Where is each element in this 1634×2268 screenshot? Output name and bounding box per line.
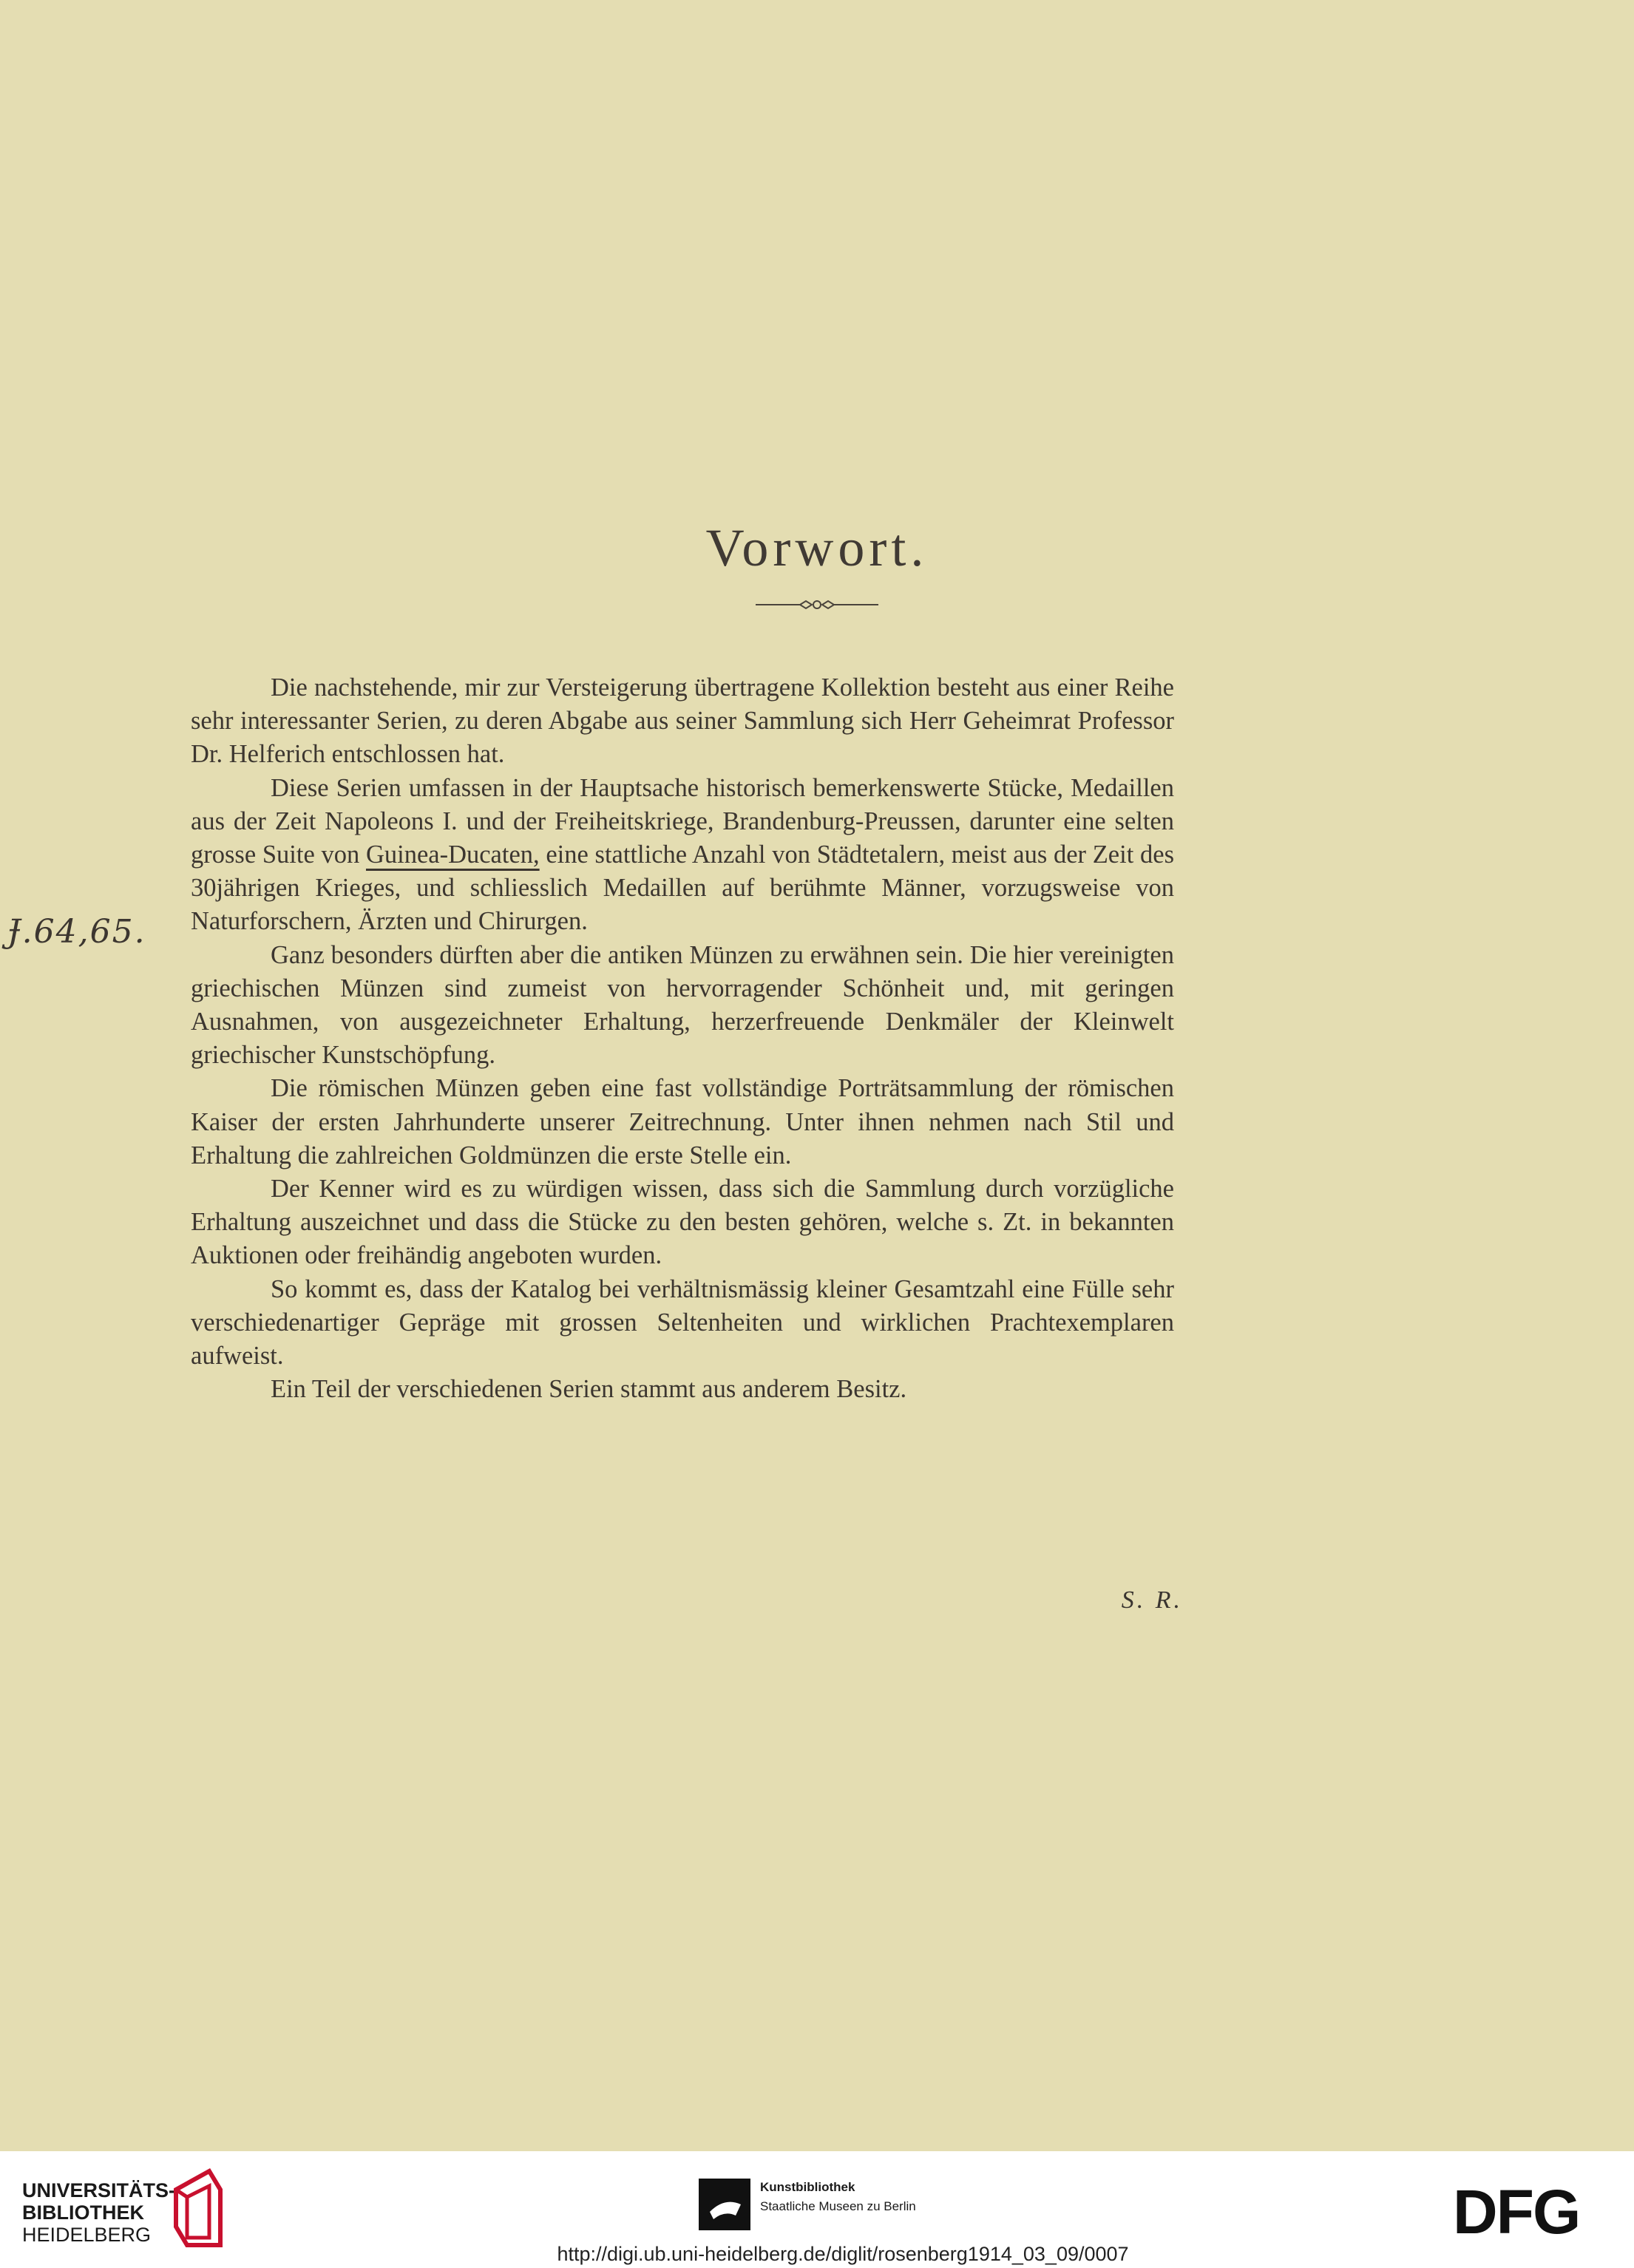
title-ornament [0, 590, 1634, 634]
paragraph [191, 939, 1174, 1073]
kunstbibliothek-logo-icon[interactable] [695, 2175, 754, 2234]
paragraph-text: Der Kenner wird es zu würdigen wissen, dass sich die Sammlung durch vorzügliche Erhaltung auszeichnet und dass die Stücke zu den besten gehören, welche s. Zt. in bekannten Auktionen oder freihändig angeboten wurden. [191, 1175, 1174, 1270]
paragraph-text: Diese Serien umfassen in der Hauptsache historisch bemerkenswerte Stücke, Medaillen aus der Zeit Napoleons I. und der Freiheitskriege, Brandenburg-Preussen, darunter eine selten grosse Suite von [191, 773, 1174, 869]
paragraph-text: Ein Teil der verschiedenen Serien stammt aus anderem Besitz. [271, 1375, 907, 1404]
page-title: Vorwort. [705, 518, 929, 577]
footer-bar [0, 2151, 1634, 2268]
document-url[interactable]: http://digi.ub.uni-heidelberg.de/diglit/rosenberg1914_03_09/0007 [557, 2243, 1129, 2265]
paragraph-text: Die römischen Münzen geben eine fast vollständige Porträtsammlung der römischen Kaiser der ersten Jahrhunderte unserer Zeitrechnung. Unter ihnen nehmen nach Stil und Erhaltung die zahlreichen Goldmünzen die erste Stelle ein. [191, 1074, 1174, 1169]
paragraph [191, 1072, 1174, 1172]
signature: S. R. [1121, 1586, 1183, 1614]
handwritten-margin-note: Ɉ.64,65. [7, 913, 146, 951]
kunstbibliothek-label[interactable] [760, 2178, 916, 2216]
underlined-text: Guinea-Ducaten, [365, 841, 540, 869]
ub-line-2: BIBLIOTHEK [22, 2201, 144, 2224]
ornament-divider-icon [754, 590, 880, 619]
kb-title: Kunstbibliothek [760, 2180, 855, 2194]
kb-subtitle: Staatliche Museen zu Berlin [760, 2199, 916, 2213]
paragraph [191, 1172, 1174, 1273]
paragraph-text: Ganz besonders dürften aber die antiken Münzen zu erwähnen sein. Die hier vereinigten griechischen Münzen sind zumeist von hervorragender Schönheit und, mit geringen Ausnahmen, von ausgezeichneter Erhaltung, herzerfreuende Denkmäler der Kleinwelt griechischer Kunstschöpfung. [191, 940, 1174, 1070]
paragraph [191, 772, 1174, 939]
paragraph [191, 1373, 1174, 1406]
ub-heidelberg-label[interactable] [22, 2179, 175, 2246]
paragraph-text: So kommt es, dass der Katalog bei verhältnismässig kleiner Gesamtzahl eine Fülle sehr verschiedenartiger Gepräge mit grossen Seltenheiten und wirklichen Prachtexemplaren aufweist. [191, 1274, 1174, 1371]
dfg-logo[interactable]: DFG [1453, 2177, 1580, 2247]
ub-line-3: HEIDELBERG [22, 2224, 152, 2246]
foreword-text [191, 671, 1174, 1406]
paragraph [191, 1273, 1174, 1374]
ub-line-1: UNIVERSITÄTS- [22, 2179, 176, 2201]
ub-heidelberg-logo-icon[interactable] [169, 2167, 228, 2249]
paragraph-text: eine stattliche Anzahl von Städtetalern, meist aus der Zeit des 30jährigen Krieges, und schliesslich Medaillen auf berühmte Männer, vorzugsweise von Naturforschern, Ärzten und Chirurgen. [191, 841, 1174, 936]
paragraph-text: Die nachstehende, mir zur Versteigerung übertragene Kollektion besteht aus einer Reihe sehr interessanter Serien, zu deren Abgabe aus seiner Sammlung sich Herr Geheimrat Professor Dr. Helferich entschlossen hat. [191, 673, 1174, 769]
paragraph [191, 671, 1174, 772]
